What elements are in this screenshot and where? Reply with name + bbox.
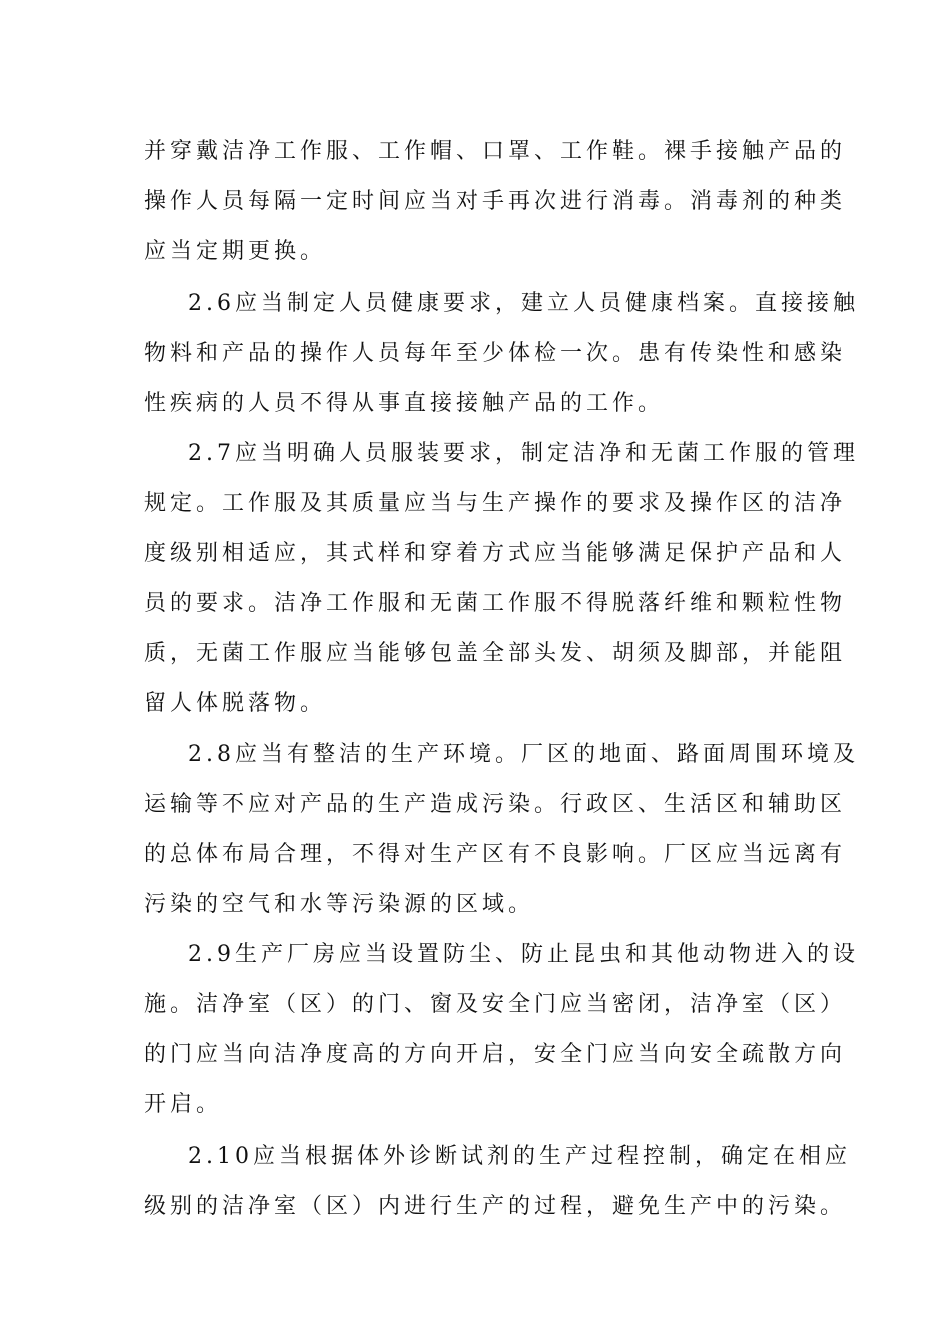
section-2-7-first-line: 2.7应当明确人员服装要求，制定洁净和无菌工作服的管理 [188, 441, 859, 466]
text-line: 应当定期更换。 [144, 239, 327, 264]
text-line: 开启。 [144, 1092, 223, 1117]
section-2-8-first-line: 2.8应当有整洁的生产环境。厂区的地面、路面周围环境及 [188, 742, 859, 767]
text-line: 并穿戴洁净工作服、工作帽、口罩、工作鞋。裸手接触产品的 [144, 139, 847, 164]
text-line: 的总体布局合理，不得对生产区有不良影响。厂区应当远离有 [144, 842, 847, 867]
text-line: 污染的空气和水等污染源的区域。 [144, 892, 535, 917]
text-line: 规定。工作服及其质量应当与生产操作的要求及操作区的洁净 [144, 491, 847, 516]
section-2-10-first-line: 2.10应当根据体外诊断试剂的生产过程控制，确定在相应 [188, 1144, 851, 1169]
text-line: 性疾病的人员不得从事直接接触产品的工作。 [144, 391, 665, 416]
text-line: 质，无菌工作服应当能够包盖全部头发、胡须及脚部，并能阻 [144, 641, 847, 666]
text-line: 留人体脱落物。 [144, 691, 327, 716]
section-2-6-first-line: 2.6应当制定人员健康要求，建立人员健康档案。直接接触 [188, 291, 859, 316]
text-line: 员的要求。洁净工作服和无菌工作服不得脱落纤维和颗粒性物 [144, 591, 847, 616]
text-line: 度级别相适应，其式样和穿着方式应当能够满足保护产品和人 [144, 541, 847, 566]
section-2-9-first-line: 2.9生产厂房应当设置防尘、防止昆虫和其他动物进入的设 [188, 942, 859, 967]
text-line: 操作人员每隔一定时间应当对手再次进行消毒。消毒剂的种类 [144, 189, 847, 214]
text-line: 物料和产品的操作人员每年至少体检一次。患有传染性和感染 [144, 341, 847, 366]
text-line: 施。洁净室（区）的门、窗及安全门应当密闭，洁净室（区） [144, 992, 847, 1017]
text-line: 级别的洁净室（区）内进行生产的过程，避免生产中的污染。 [144, 1194, 847, 1219]
text-line: 的门应当向洁净度高的方向开启，安全门应当向安全疏散方向 [144, 1042, 847, 1067]
text-line: 运输等不应对产品的生产造成污染。行政区、生活区和辅助区 [144, 792, 847, 817]
